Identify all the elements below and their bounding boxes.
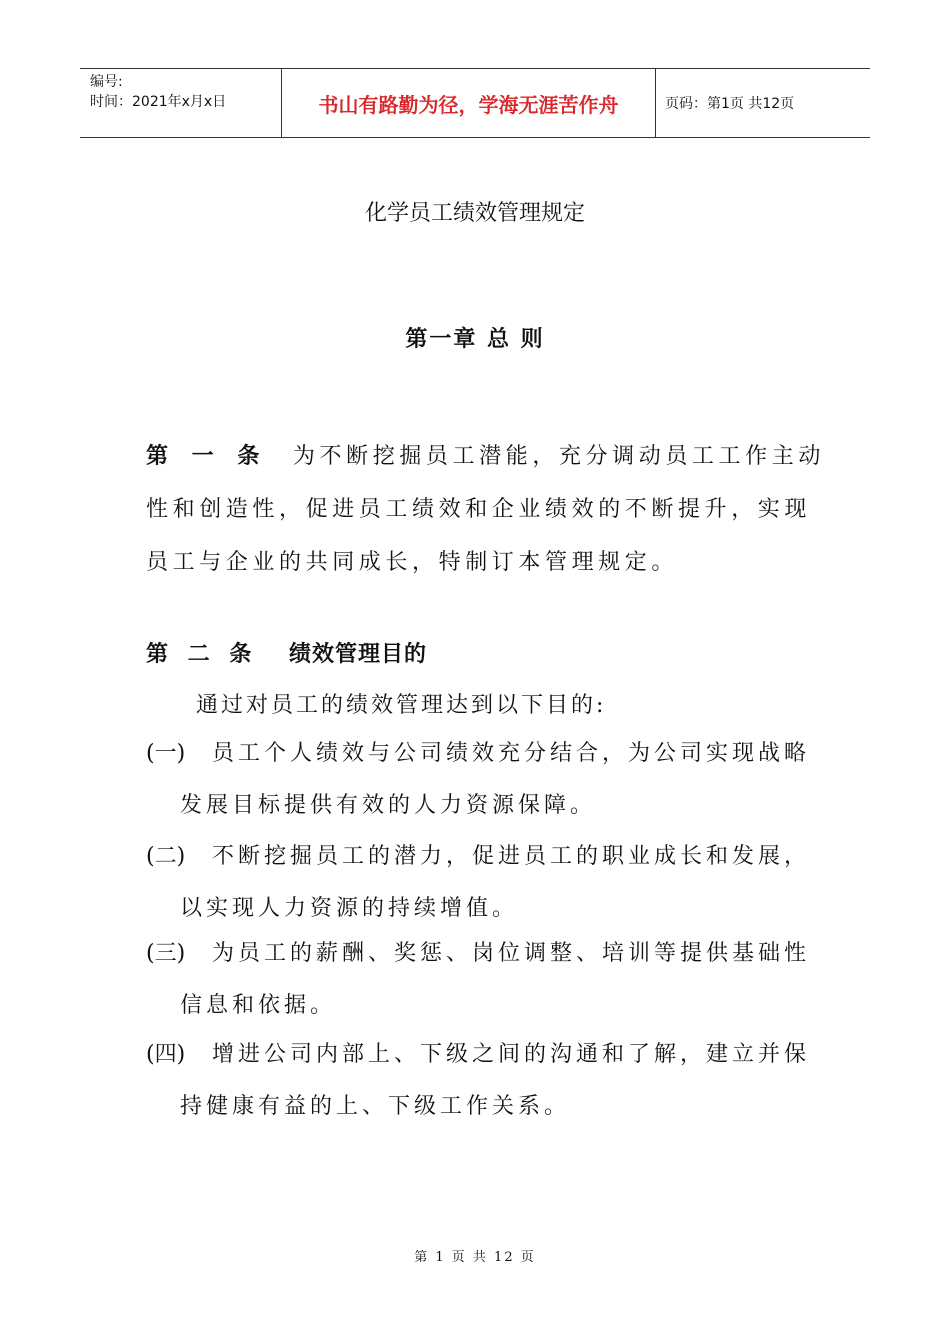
page-footer: 第 1 页 共 12 页: [414, 1250, 536, 1265]
chapter-title: 第一章 总 则: [405, 327, 545, 352]
list-item: [146, 728, 810, 832]
article-2-intro: 通过对员工的绩效管理达到以下目的:: [196, 693, 607, 718]
item-text-line-1: 增进公司内部上、下级之间的沟通和了解，建立并保: [212, 1042, 811, 1067]
item-number: (三): [146, 941, 186, 966]
document-title: 化学员工绩效管理规定: [364, 201, 585, 226]
header-meta: [80, 69, 280, 137]
header-motto: 书山有路勤为径，学海无涯苦作舟: [281, 69, 656, 137]
list-item: [146, 928, 810, 1032]
item-number: (二): [146, 844, 186, 869]
item-number: (一): [146, 741, 186, 766]
item-text-line-1: 为员工的薪酬、奖惩、岗位调整、培训等提供基础性: [212, 941, 811, 966]
item-text-line-2: 发展目标提供有效的人力资源保障。: [180, 793, 597, 818]
article-1: [146, 430, 825, 589]
article-1-text-1: 为不断挖掘员工潜能，充分调动员工工作主动: [292, 444, 825, 469]
article-1-line-1: [146, 430, 825, 483]
list-item: [146, 831, 810, 935]
item-text-line-1: 不断挖掘员工的潜力，促进员工的职业成长和发展，: [212, 844, 811, 869]
list-item: [146, 1029, 810, 1133]
item-text-line-2: 持健康有益的上、下级工作关系。: [180, 1094, 571, 1119]
header-page-info: [655, 69, 870, 137]
page-info-text: 页码：第1页 共12页: [665, 96, 795, 112]
number-label: 编号:: [90, 74, 123, 90]
time-label: 时间：2021年x月x日: [90, 94, 227, 110]
item-text-line-1: 员工个人绩效与公司绩效充分结合，为公司实现战略: [212, 741, 811, 766]
article-2-title: 绩效管理目的: [289, 642, 428, 667]
page-header: [80, 68, 870, 138]
article-2-heading: [146, 637, 427, 668]
item-text-line-2: 以实现人力资源的持续增值。: [180, 896, 519, 921]
article-1-line-3: 员工与企业的共同成长，特制订本管理规定。: [146, 550, 679, 575]
item-text-line-2: 信息和依据。: [180, 993, 337, 1018]
article-1-label: 第 一 条: [146, 444, 268, 469]
article-1-line-2: 性和创造性，促进员工绩效和企业绩效的不断提升，实现: [146, 497, 812, 522]
item-number: (四): [146, 1042, 186, 1067]
article-2-label: 第 二 条: [146, 642, 258, 667]
